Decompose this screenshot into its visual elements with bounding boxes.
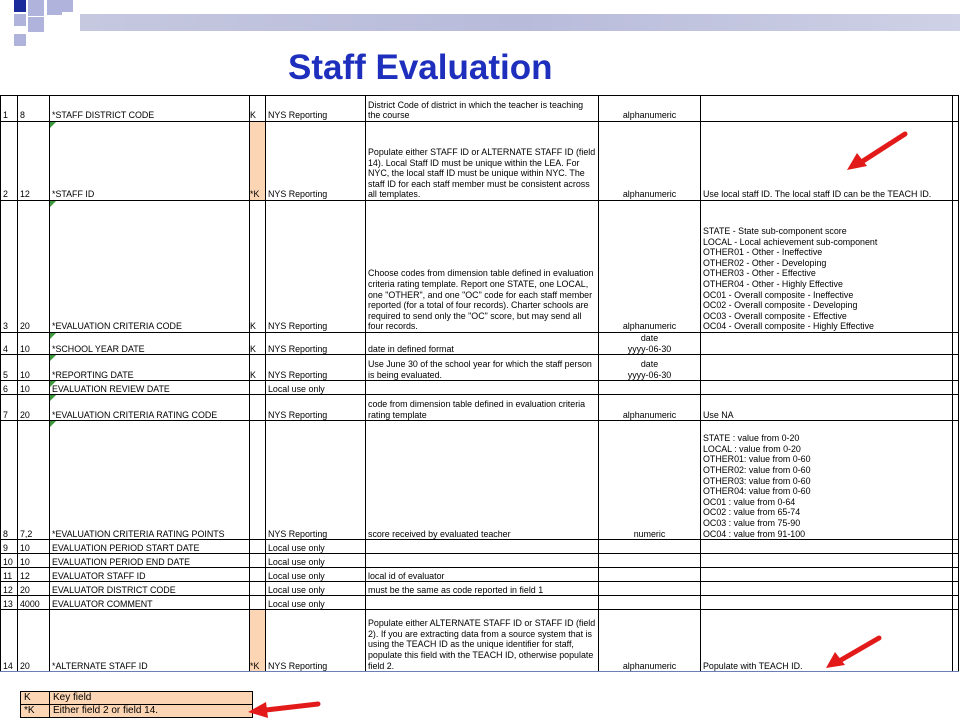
comment-marker-icon	[50, 381, 56, 387]
logo-square-6	[28, 17, 44, 32]
field-description: must be the same as code reported in field 1	[366, 582, 599, 596]
edge-cell	[953, 96, 959, 122]
comment-marker-icon	[50, 122, 56, 128]
field-name: *SCHOOL YEAR DATE	[50, 333, 250, 355]
logo	[0, 0, 80, 60]
field-description	[366, 554, 599, 568]
valid-values: date yyyy-06-30	[599, 355, 701, 381]
field-description: local id of evaluator	[366, 568, 599, 582]
row-number: 14	[1, 610, 18, 672]
comments-cell: Populate with TEACH ID.	[701, 610, 953, 672]
field-length: 4000	[18, 596, 50, 610]
field-description: Use June 30 of the school year for which the staff person is being evaluated.	[366, 355, 599, 381]
comments-cell: STATE : value from 0-20 LOCAL : value from 0-20 OTHER01: value from 0-60 OTHER02: value from 0-60 OTHER03: value from 0-60 OTHER04: value from 0-60 OC01 : value from 0-64 OC02 : value from 65-74 OC03 : value from 75-90 OC04 : value from 91-100	[701, 421, 953, 540]
valid-values	[599, 540, 701, 554]
field-description: date in defined format	[366, 333, 599, 355]
field-length: 20	[18, 201, 50, 333]
field-length: 20	[18, 610, 50, 672]
key-flag: K	[250, 333, 266, 355]
comments-cell	[701, 582, 953, 596]
table-row	[1, 421, 959, 540]
valid-values: alphanumeric	[599, 395, 701, 421]
field-name: *EVALUATION CRITERIA RATING POINTS	[50, 421, 250, 540]
legend-key: *K	[21, 705, 50, 718]
field-length: 10	[18, 355, 50, 381]
arrow-icon	[845, 130, 911, 172]
field-description: score received by evaluated teacher	[366, 421, 599, 540]
field-name: *REPORTING DATE	[50, 355, 250, 381]
table-row	[1, 540, 959, 554]
valid-values: alphanumeric	[599, 122, 701, 201]
arrow-icon	[246, 698, 322, 720]
key-flag	[250, 421, 266, 540]
key-flag: K	[250, 201, 266, 333]
field-description	[366, 381, 599, 395]
table-row	[1, 610, 959, 672]
edge-cell	[953, 540, 959, 554]
row-number: 4	[1, 333, 18, 355]
field-description	[366, 596, 599, 610]
edge-cell	[953, 201, 959, 333]
page-title: Staff Evaluation	[288, 48, 553, 87]
reporting-type: Local use only	[266, 554, 366, 568]
field-name: EVALUATION PERIOD END DATE	[50, 554, 250, 568]
field-description: Populate either ALTERNATE STAFF ID or STAFF ID (field 2). If you are extracting data from a source system that is using the TEACH ID as the unique identifier for staff, populate this field with the TEACH ID, otherwise populate field 2.	[366, 610, 599, 672]
row-number: 6	[1, 381, 18, 395]
comments-cell	[701, 96, 953, 122]
valid-values	[599, 596, 701, 610]
row-number: 5	[1, 355, 18, 381]
legend-text: Either field 2 or field 14.	[50, 705, 253, 718]
field-name: EVALUATION PERIOD START DATE	[50, 540, 250, 554]
spreadsheet	[0, 95, 960, 720]
edge-cell	[953, 333, 959, 355]
comment-marker-icon	[50, 421, 56, 427]
field-name: *STAFF ID	[50, 122, 250, 201]
field-name: *ALTERNATE STAFF ID	[50, 610, 250, 672]
reporting-type: NYS Reporting	[266, 122, 366, 201]
field-name: EVALUATOR STAFF ID	[50, 568, 250, 582]
field-description: District Code of district in which the teacher is teaching the course	[366, 96, 599, 122]
field-name: *EVALUATION CRITERIA CODE	[50, 201, 250, 333]
edge-cell	[953, 610, 959, 672]
field-length: 8	[18, 96, 50, 122]
field-length: 20	[18, 582, 50, 596]
reporting-type: Local use only	[266, 582, 366, 596]
edge-cell	[953, 568, 959, 582]
field-length: 20	[18, 395, 50, 421]
field-description: Choose codes from dimension table defined in evaluation criteria rating template. Report one STATE, one LOCAL, one "OTHER", and one "OC" code for each staff member reported (for a total of four records). Charter schools are required to send only the "OC" score, but may send all four records.	[366, 201, 599, 333]
field-length: 10	[18, 554, 50, 568]
key-flag: K	[250, 355, 266, 381]
reporting-type: NYS Reporting	[266, 333, 366, 355]
valid-values: numeric	[599, 421, 701, 540]
key-flag	[250, 582, 266, 596]
valid-values: alphanumeric	[599, 96, 701, 122]
comments-cell	[701, 596, 953, 610]
logo-square-1	[14, 0, 26, 12]
comments-cell	[701, 540, 953, 554]
logo-square-4	[61, 0, 73, 12]
field-description: code from dimension table defined in evaluation criteria rating template	[366, 395, 599, 421]
field-table	[0, 95, 959, 672]
table-row	[1, 201, 959, 333]
legend-row	[21, 692, 253, 705]
key-flag	[250, 568, 266, 582]
key-flag: K	[250, 96, 266, 122]
table-row	[1, 554, 959, 568]
key-flag	[250, 381, 266, 395]
edge-cell	[953, 355, 959, 381]
reporting-type: NYS Reporting	[266, 395, 366, 421]
valid-values	[599, 582, 701, 596]
valid-values	[599, 381, 701, 395]
valid-values: alphanumeric	[599, 201, 701, 333]
reporting-type: NYS Reporting	[266, 610, 366, 672]
reporting-type: Local use only	[266, 596, 366, 610]
valid-values: alphanumeric	[599, 610, 701, 672]
field-name: *STAFF DISTRICT CODE	[50, 96, 250, 122]
field-length: 12	[18, 568, 50, 582]
logo-square-7	[14, 34, 26, 46]
edge-cell	[953, 554, 959, 568]
comment-marker-icon	[50, 201, 56, 207]
logo-square-3	[47, 0, 62, 15]
comments-cell	[701, 568, 953, 582]
field-length: 12	[18, 122, 50, 201]
reporting-type: NYS Reporting	[266, 355, 366, 381]
table-body	[1, 96, 959, 672]
valid-values	[599, 554, 701, 568]
table-row	[1, 582, 959, 596]
comments-cell: Use local staff ID. The local staff ID can be the TEACH ID.	[701, 122, 953, 201]
logo-square-2	[28, 0, 44, 16]
reporting-type: NYS Reporting	[266, 421, 366, 540]
table-row	[1, 96, 959, 122]
key-flag	[250, 554, 266, 568]
table-row	[1, 568, 959, 582]
row-number: 13	[1, 596, 18, 610]
arrow-icon	[824, 634, 884, 670]
row-number: 8	[1, 421, 18, 540]
row-number: 12	[1, 582, 18, 596]
reporting-type: Local use only	[266, 381, 366, 395]
valid-values	[599, 568, 701, 582]
comments-cell: STATE - State sub-component score LOCAL - Local achievement sub-component OTHER01 - Other - Ineffective OTHER02 - Other - Developing OTHER03 - Other - Effective OTHER04 - Other - Highly Effective OC01 - Overall composite - Ineffective OC02 - Overall composite - Developing OC03 - Overall composite - Effective OC04 - Overall composite - Highly Effective	[701, 201, 953, 333]
edge-cell	[953, 421, 959, 540]
legend-text: Key field	[50, 692, 253, 705]
table-row	[1, 333, 959, 355]
field-length: 7,2	[18, 421, 50, 540]
key-flag: *K	[250, 122, 266, 201]
legend	[20, 691, 253, 718]
field-length: 10	[18, 381, 50, 395]
field-length: 10	[18, 333, 50, 355]
table-row	[1, 381, 959, 395]
row-number: 7	[1, 395, 18, 421]
field-name: EVALUATOR COMMENT	[50, 596, 250, 610]
table-row	[1, 355, 959, 381]
field-description: Populate either STAFF ID or ALTERNATE STAFF ID (field 14). Local Staff ID must be unique within the LEA. For NYC, the local staff ID must be unique within NYC. The staff ID for each staff member must be consistent across all templates.	[366, 122, 599, 201]
row-number: 2	[1, 122, 18, 201]
key-flag	[250, 540, 266, 554]
reporting-type: Local use only	[266, 540, 366, 554]
table-row	[1, 122, 959, 201]
row-number: 1	[1, 96, 18, 122]
header-bar	[80, 14, 960, 31]
reporting-type: NYS Reporting	[266, 96, 366, 122]
key-flag	[250, 395, 266, 421]
row-number: 11	[1, 568, 18, 582]
field-name: *EVALUATION CRITERIA RATING CODE	[50, 395, 250, 421]
field-name: EVALUATION REVIEW DATE	[50, 381, 250, 395]
field-name: EVALUATOR DISTRICT CODE	[50, 582, 250, 596]
reporting-type: Local use only	[266, 568, 366, 582]
field-length: 10	[18, 540, 50, 554]
comment-marker-icon	[50, 355, 56, 361]
edge-cell	[953, 596, 959, 610]
logo-square-5	[14, 14, 26, 26]
legend-row	[21, 705, 253, 718]
legend-key: K	[21, 692, 50, 705]
table-row	[1, 395, 959, 421]
comments-cell	[701, 554, 953, 568]
comment-marker-icon	[50, 395, 56, 401]
row-number: 9	[1, 540, 18, 554]
key-flag: *K	[250, 610, 266, 672]
edge-cell	[953, 381, 959, 395]
comments-cell	[701, 355, 953, 381]
comments-cell	[701, 381, 953, 395]
comment-marker-icon	[50, 333, 56, 339]
edge-cell	[953, 582, 959, 596]
table-row	[1, 596, 959, 610]
valid-values: date yyyy-06-30	[599, 333, 701, 355]
reporting-type: NYS Reporting	[266, 201, 366, 333]
edge-cell	[953, 122, 959, 201]
row-number: 10	[1, 554, 18, 568]
field-description	[366, 540, 599, 554]
comments-cell: Use NA	[701, 395, 953, 421]
edge-cell	[953, 395, 959, 421]
row-number: 3	[1, 201, 18, 333]
key-flag	[250, 596, 266, 610]
comments-cell	[701, 333, 953, 355]
